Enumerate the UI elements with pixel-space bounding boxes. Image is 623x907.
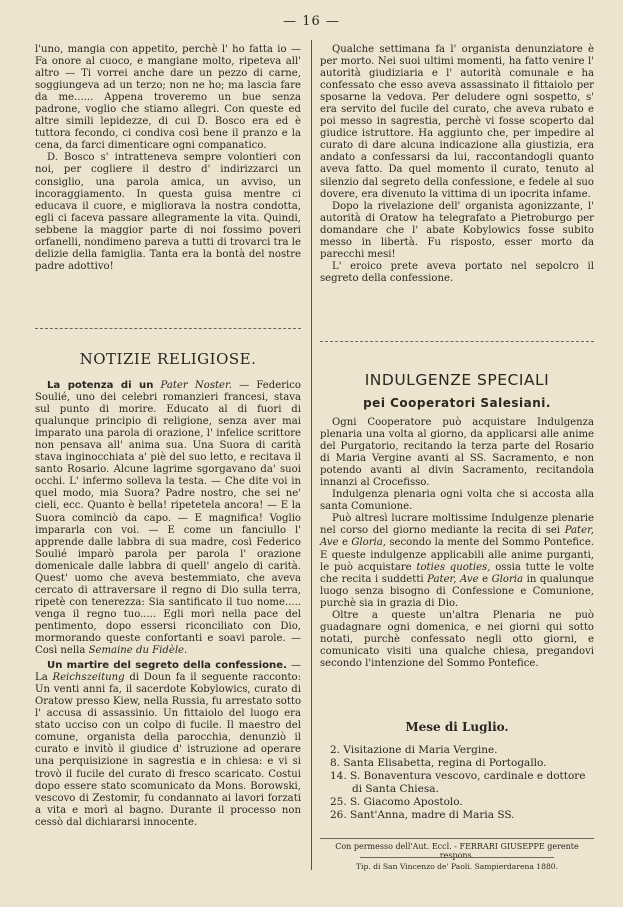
article-martire bbox=[35, 660, 301, 829]
right-section-divider bbox=[320, 341, 594, 342]
feast-item: 26. Sant'Anna, madre di Maria SS. bbox=[330, 809, 515, 821]
left-paragraph-1: l'uno, mangia con appetito, perchè l' ho fatta io — Fa onore al cuoco, e mangiane molto, ripeteva all' altro — Ti vorrei anche dare un pezzo di carne, soggiungeva ad un terzo; non ne ho; ma lascia fare da me...... Appena troveremo un bue senza padrone, voglio che stiamo allegri. Con queste ed altre simili lepidezze, di cui D. Bosco era ed è tuttora fecondo, ci condiva così bene il pranzo e la cena, da farci dimenticare ogni companatico. bbox=[35, 44, 301, 152]
indulgenze-column bbox=[320, 417, 594, 670]
notizie-title: NOTIZIE RELIGIOSE. bbox=[79, 350, 257, 368]
article-martire-body-pre: — La bbox=[35, 660, 301, 684]
article-martire-head: Un martire del segreto della confessione. bbox=[47, 660, 287, 672]
feast-item: 25. S. Giacomo Apostolo. bbox=[330, 796, 463, 808]
mese-title: Mese di Luglio. bbox=[405, 720, 509, 734]
indulgenze-paragraph-4: Oltre a queste un'altra Plenaria ne può guadagnare ogni domenica, e nei giorni qui sotto notati, purchè confessato negli otto giorni, e comunicato visiti una qualche chiesa, pregandovi secondo l'intenzione del Sommo Pontefice. bbox=[320, 609, 594, 669]
article-potenza-head-italic: Pater Noster. bbox=[160, 380, 232, 391]
ind-p3-toties: toties quoties, bbox=[416, 561, 491, 573]
article-potenza bbox=[35, 380, 301, 657]
ind-p3-pater: Pater, Ave bbox=[320, 525, 594, 549]
footer-permission: Con permesso dell'Aut. Eccl. - FERRARI GIUSEPPE gerente respons. bbox=[335, 842, 579, 860]
ind-p3-gloria: Gloria, bbox=[351, 537, 386, 549]
ind-p3-b: secondo la mente del Sommo Pontefice. E queste indulgenze applicabili alle anime purganti, le può acquistare bbox=[320, 537, 595, 573]
article-martire-body: di Doun fa il seguente racconto: Un venti anni fa, il sacerdote Kobylowics, curato di Oratow presso Kiew, nella Russia, fu arrestato sotto l' accusa di assassinio. Un fittaiolo del luogo era stato ucciso con un colpo di fucile. Il maestro del comune, organista della parocchia, denunziò il curato e invitò il giudice d' istruzione ad operare una perquisizione in sagrestia e in chiesa: e vi si trovò il fucile del curato di fresco scaricato. Costui dopo essere stato scomunicato da Mons. Borowski, vescovo di Zestomir, fu condannato ai lavori forzati a vita e morì al bagno. Durante il processo non cessò dal dichiararsi innocente. bbox=[35, 672, 302, 828]
article-potenza-head: La potenza di un bbox=[47, 380, 154, 391]
ind-p3-a: Può altresì lucrare moltissime Indulgenze plenarie nel corso del giorno mediante la recita di sei bbox=[320, 513, 594, 537]
left-column-top bbox=[35, 44, 301, 273]
feast-item: 8. Santa Elisabetta, regina di Portogallo. bbox=[330, 757, 547, 769]
left-paragraph-2: D. Bosco s' intratteneva sempre volontieri con noi, per cogliere il destro d' indirizzarci un consiglio, una parola amica, un avviso, un incoraggiamento. In questa guisa mentre ci educava il cuore, e migliorava la nostra condotta, egli ci faceva passare allegramente la vita. Quindi, sebbene la maggior parte di noi fossimo poveri orfanelli, nondimeno pareva a tutti di trovarci tra le delizie della famiglia. Tanta era la bontà del nostre padre adottivo! bbox=[35, 152, 301, 272]
article-potenza-source: Semaine du Fidèle. bbox=[88, 645, 188, 657]
feast-list bbox=[330, 744, 594, 822]
indulgenze-subtitle: pei Cooperatori Salesiani. bbox=[363, 396, 551, 410]
article-martire-source: Reichszeitung bbox=[52, 672, 125, 684]
right-paragraph-3: L' eroico prete aveva portato nel sepolcro il segreto della confessione. bbox=[320, 260, 594, 284]
column-divider bbox=[311, 40, 312, 870]
footer-rule bbox=[320, 838, 594, 839]
ind-p3-c: ossia tutte le volte che recita i suddetti bbox=[320, 561, 595, 585]
footer-printer: Tip. di San Vincenzo de' Paoli. Sampierdarena 1880. bbox=[355, 862, 559, 871]
indulgenze-paragraph-1: Ogni Cooperatore può acquistare Indulgenza plenaria una volta al giorno, da applicarsi alle anime del Purgatorio, recitando la terza parte del Rosario di Maria Vergine avanti al SS. Sacramento, e non potendo avanti al divin Sacramento, recitandola innanzi al Crocefisso. bbox=[320, 417, 594, 489]
ind-p3-e2: e bbox=[478, 573, 492, 585]
indulgenze-paragraph-2: Indulgenza plenaria ogni volta che si accosta alla santa Comunione. bbox=[320, 489, 594, 513]
indulgenze-title: INDULGENZE SPECIALI bbox=[364, 371, 550, 389]
ind-p3-d: in qualunque luogo senza bisogno di Confessione e Comunione, purchè sia in grazia di Dio. bbox=[320, 573, 594, 609]
left-section-divider bbox=[35, 328, 301, 329]
indulgenze-paragraph-3 bbox=[320, 513, 594, 609]
feast-item: 14. S. Bonaventura vescovo, cardinale e dottore bbox=[330, 770, 586, 782]
page-number: — 16 — bbox=[283, 14, 340, 29]
ind-p3-e: e bbox=[338, 537, 352, 549]
right-paragraph-1: Qualche settimana fa l' organista denunziatore è per morto. Nei suoi ultimi momenti, ha fatto venire l' autorità giudiziaria e l' autorità comunale e ha confessato che esso aveva assassinato il fittaiolo per sposarne la vedova. Per deludere ogni sospetto, s' era servito del fucile del curato, che aveva rubato e poi messo in sagrestia, perchè vi fosse scoperto dal giudice istruttore. Ha aggiunto che, per impedire al curato di dare alcuna indicazione alla giustizia, era andato a confessarsi da lui, raccontandogli quanto aveva fatto. Da quel momento il curato, tenuto al silenzio dal segreto della confessione, e fedele al suo dovere, era divenuto la vittima di un ipocrita infame. bbox=[320, 44, 594, 200]
right-paragraph-2: Dopo la rivelazione dell' organista agonizzante, l' autorità di Oratow ha telegrafato a Pietroburgo per domandare che l' abate Kobylowics fosse subito messo in libertà. Fu risposto, esser morto da parecchi mesi! bbox=[320, 200, 594, 260]
feast-item: di Santa Chiesa. bbox=[352, 783, 439, 795]
ind-p3-gloria2: Gloria bbox=[491, 573, 524, 585]
ind-p3-pag: Pater, Ave bbox=[427, 573, 479, 585]
article-potenza-body: — Federico Soulié, uno dei celebri romanzieri francesi, stava sul punto di morire. Educato al di fuori di qualunque principio di religione, senza aver mai imparato una parola di orazione, l' infelice scrittore non pensava all' anima sua. Una Suora di carità stava inginocchiata a' piè del suo letto, e recitava il santo Rosario. Alcune lagrime sgorgavano da' suoi occhi. L' infermo solleva la testa. — Che dite voi in quel modo, mia Suora? Padre nostro, che sei ne' cieli, ecc. Quanto è bella! ripetetela ancora! — E la Suora cominciò da capo. — E magnifica! Voglio impararla con voi. — E come un fanciullo l' apprende dalle labbra di sua madre, così Federico Soulié imparò parola per parola l' orazione domenicale dalle labbra di quell' angelo di carità. Quest' uomo che aveva bestemmiato, che aveva cercato di attraversare il regno di Dio sulla terra, ripetè con tenerezza: Sia santificato il tuo nome..... venga il regno tuo..... Egli morì nella pace del pentimento, dopo essersi riconciliato con Dio, mormorando queste confortanti e soavi parole. — Così nella bbox=[35, 380, 301, 657]
footer-rule-2 bbox=[360, 857, 554, 858]
feast-item: 2. Visitazione di Maria Vergine. bbox=[330, 744, 498, 756]
right-column-top bbox=[320, 44, 594, 285]
left-news-column bbox=[35, 380, 301, 829]
